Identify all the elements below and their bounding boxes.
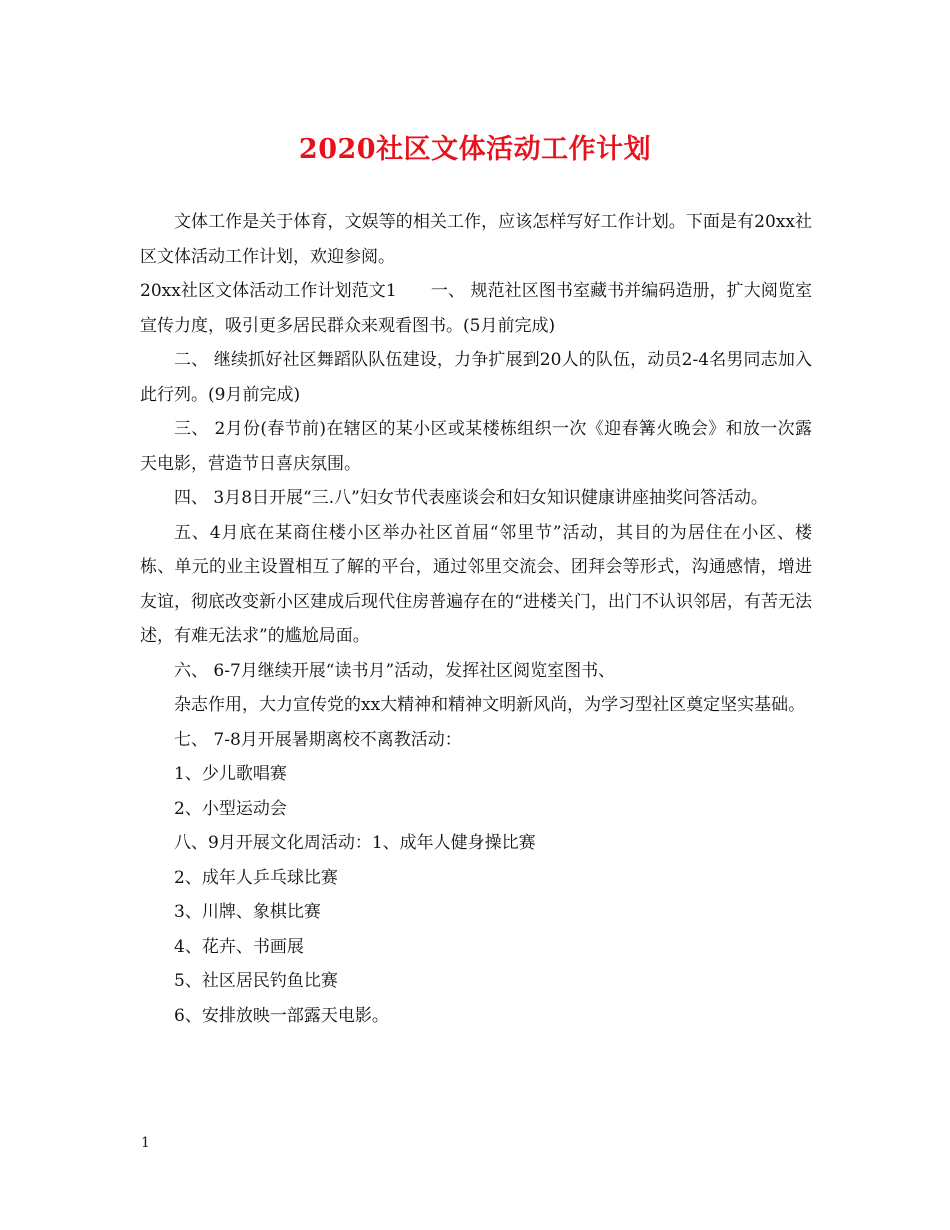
page-number: 1 <box>141 1135 150 1151</box>
paragraph-item-8: 八、9月开展文化周活动：1、成年人健身操比赛 <box>174 833 536 853</box>
paragraph-item-5: 五、4月底在某商住楼小区举办社区首届“邻里节”活动，其目的为居住在小区、楼栋、单元的业主设置相互了解的平台，通过邻里交流会、团拜会等形式，沟通感情，增进友谊，彻底改变新小区建成后现代住房普遍存在的“进楼关门，出门不认识邻居，有苦无法述，有难无法求”的尴尬局面。 <box>140 522 812 646</box>
paragraph-item-6: 六、 6-7月继续开展“读书月”活动，发挥社区阅览室图书、 <box>174 660 616 681</box>
list-item-sports-meet: 2、小型运动会 <box>174 798 287 819</box>
paragraph-item-7: 七、 7-8月开展暑期离校不离教活动： <box>174 729 462 750</box>
paragraph-item-6-continued: 杂志作用，大力宣传党的xx大精神和精神文明新风尚，为学习型社区奠定坚实基础。 <box>174 695 806 715</box>
paragraph-item-4: 四、 3月8日开展“三.八”妇女节代表座谈会和妇女知识健康讲座抽奖问答活动。 <box>174 488 768 508</box>
paragraph-item-1: 20xx社区文体活动工作计划范文1 一、 规范社区图书室藏书并编码造册，扩大阅览室宣传力度，吸引更多居民群众来观看图书。(5月前完成) <box>140 281 812 336</box>
document-body <box>140 205 812 1033</box>
paragraph-item-3: 三、 2月份(春节前)在辖区的某小区或某楼栋组织一次《迎春篝火晚会》和放一次露天电影，营造节日喜庆氛围。 <box>140 419 812 474</box>
paragraph-intro: 文体工作是关于体育，文娱等的相关工作，应该怎样写好工作计划。下面是有20xx社区文体活动工作计划，欢迎参阅。 <box>140 212 812 267</box>
document-title: 2020社区文体活动工作计划 <box>298 134 652 165</box>
paragraph-item-2: 二、 继续抓好社区舞蹈队队伍建设，力争扩展到20人的队伍，动员2-4名男同志加入此行列。(9月前完成) <box>140 350 812 405</box>
list-item-table-tennis: 2、成年人乒乓球比赛 <box>174 867 338 888</box>
list-item-outdoor-movie: 6、安排放映一部露天电影。 <box>174 1005 389 1026</box>
list-item-fishing: 5、社区居民钓鱼比赛 <box>174 971 338 991</box>
list-item-cards-chess: 3、川牌、象棋比赛 <box>174 902 321 922</box>
list-item-flower-painting: 4、花卉、书画展 <box>174 936 304 957</box>
list-item-singing-contest: 1、少儿歌唱赛 <box>174 764 287 784</box>
